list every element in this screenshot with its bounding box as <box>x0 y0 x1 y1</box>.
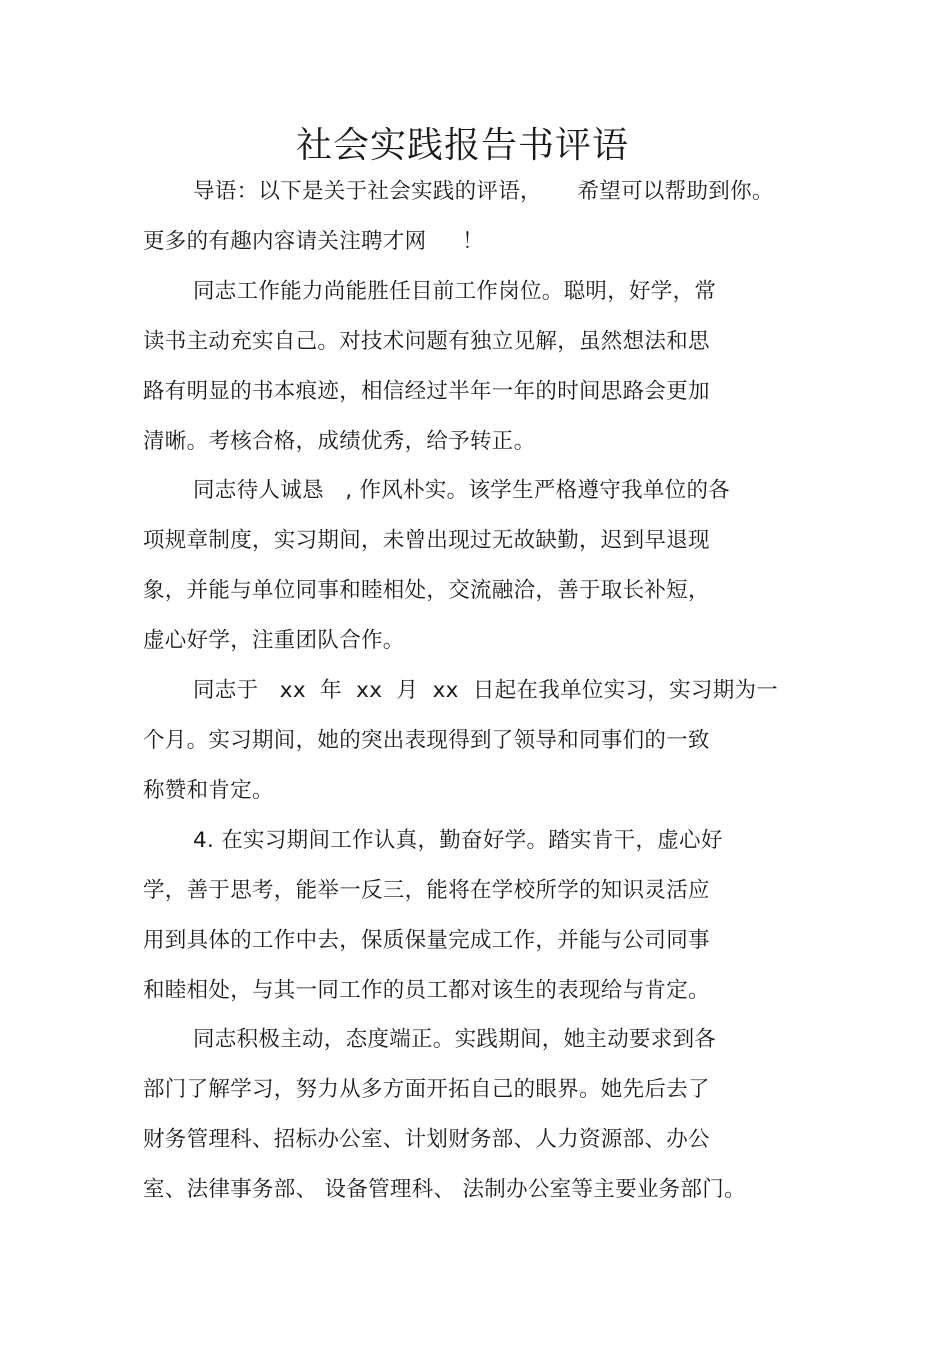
text-line: 导语：以下是关于社会实践的评语， 希望可以帮助到你。 <box>193 179 774 204</box>
text-line: 用到具体的工作中去，保质保量完成工作，并能与公司同事 <box>143 928 710 953</box>
text-line: 项规章制度，实习期间，未曾出现过无故缺勤，迟到早退现 <box>143 528 710 553</box>
text-line: 称赞和肯定。 <box>143 778 274 803</box>
text-line: 更多的有趣内容请关注聘才网 ！ <box>143 229 484 254</box>
text-line: 同志于 xx 年 xx 月 xx 日起在我单位实习，实习期为一 <box>193 678 779 703</box>
text-line: 部门了解学习，努力从多方面开拓自己的眼界。她先后去了 <box>143 1077 710 1102</box>
text-line: 4. 在实习期间工作认真，勤奋好学。踏实肯干，虚心好 <box>193 828 723 853</box>
text-line: 路有明显的书本痕迹，相信经过半年一年的时间思路会更加 <box>143 379 710 404</box>
text-line: 读书主动充实自己。对技术问题有独立见解，虽然想法和思 <box>143 329 710 354</box>
text-line: 同志积极主动，态度端正。实践期间，她主动要求到各 <box>193 1027 717 1052</box>
text-line: 室、法律事务部、 设备管理科、 法制办公室等主要业务部门。 <box>143 1177 746 1202</box>
text-line: 财务管理科、招标办公室、计划财务部、人力资源部、办公 <box>143 1127 710 1152</box>
text-line: 象，并能与单位同事和睦相处，交流融洽，善于取长补短， <box>143 578 710 603</box>
text-line: 清晰。考核合格，成绩优秀，给予转正。 <box>143 429 536 454</box>
text-line: 个月。实习期间，她的突出表现得到了领导和同事们的一致 <box>143 728 710 753</box>
text-line: 学，善于思考，能举一反三，能将在学校所学的知识灵活应 <box>143 878 710 903</box>
document-title: 社会实践报告书评语 <box>295 125 629 166</box>
text-line: 同志工作能力尚能胜任目前工作岗位。聪明，好学，常 <box>193 279 717 304</box>
text-line: 虚心好学，注重团队合作。 <box>143 628 405 653</box>
text-line: 和睦相处，与其一同工作的员工都对该生的表现给与肯定。 <box>143 978 710 1003</box>
text-line: 同志待人诚恳 , 作风朴实。该学生严格遵守我单位的各 <box>193 478 731 503</box>
